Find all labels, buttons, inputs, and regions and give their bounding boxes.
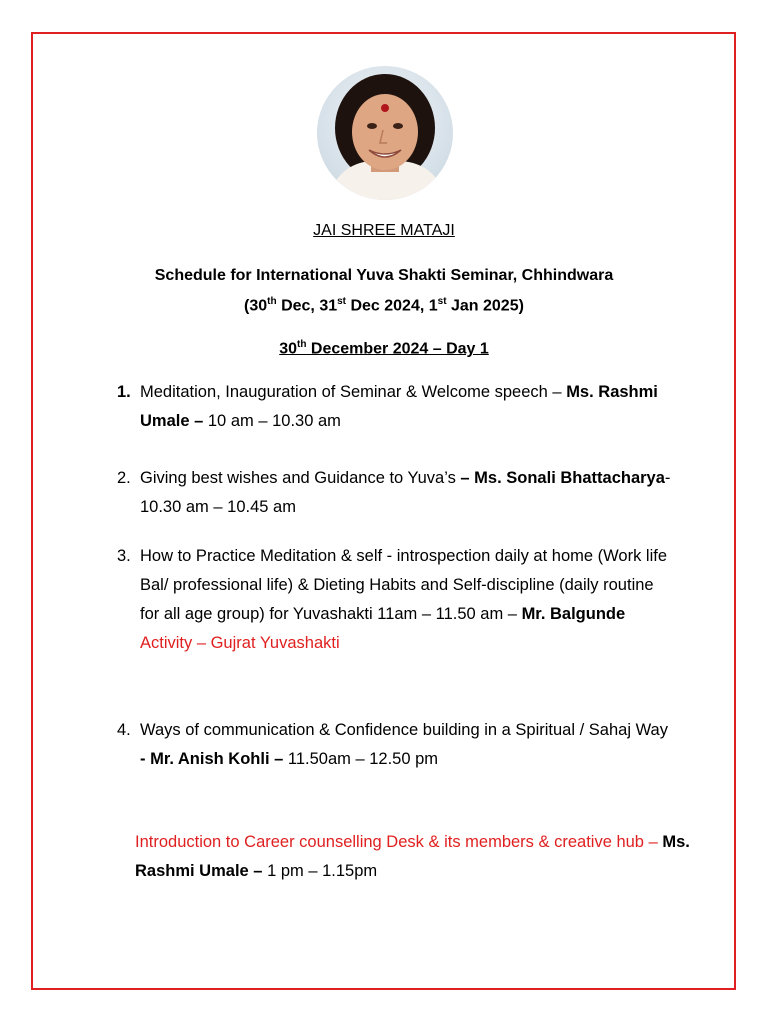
item-speaker: – Ms. Sonali Bhattacharya [460,469,665,487]
item-number: 3. [117,547,131,565]
list-item: 1. Meditation, Inauguration of Seminar & Welcome speech – Ms. Rashmi Umale – 10 am – 10.30 am [117,378,677,436]
item-speaker: Ms. Rashmi Umale – [140,383,658,430]
seminar-title [0,263,768,319]
title-line-1: Schedule for International Yuva Shakti Seminar, Chhindwara [154,267,614,284]
list-item: 3. How to Practice Meditation & self - introspection daily at home (Work life Bal/ professional life) & Dieting Habits and Self-discipline (daily routine for all age group) for Yuvashakti 11am – 11.50 am – Mr. Balgunde Activity – Gujrat Yuvashakti [117,542,677,658]
list-item: 2. Giving best wishes and Guidance to Yuva’s – Ms. Sonali Bhattacharya- 10.30 am – 10.45 am [117,464,677,522]
item-time: 11.50am – 12.50 pm [283,750,439,768]
item-time: 10 am – 10.30 am [203,412,341,430]
item-activity: Activity – Gujrat Yuvashakti [140,634,340,652]
note-time: 1 pm – 1.15pm [262,862,378,880]
item-number: 1. [117,383,131,401]
page-heading: JAI SHREE MATAJI [313,222,455,239]
title-line-2: (30th Dec, 31st Dec 2024, 1st Jan 2025) [244,296,524,315]
item-time: - 10.30 am – 10.45 am [140,469,671,516]
list-item: 4. Ways of communication & Confidence building in a Spiritual / Sahaj Way - Mr. Anish Kohli – 11.50am – 12.50 pm [117,716,677,774]
career-counselling-note: Introduction to Career counselling Desk & its members & creative hub – Ms. Rashmi Umale – 1 pm – 1.15pm [135,833,690,880]
day-heading: 30th December 2024 – Day 1 [279,339,489,358]
item-speaker: - Mr. Anish Kohli – [140,750,284,768]
item-number: 2. [117,469,131,487]
item-number: 4. [117,721,131,739]
item-speaker: Mr. Balgunde [521,605,626,623]
portrait-image [317,66,453,200]
note-speaker: Ms. Rashmi Umale – [135,833,690,880]
portrait-illustration [317,66,453,200]
